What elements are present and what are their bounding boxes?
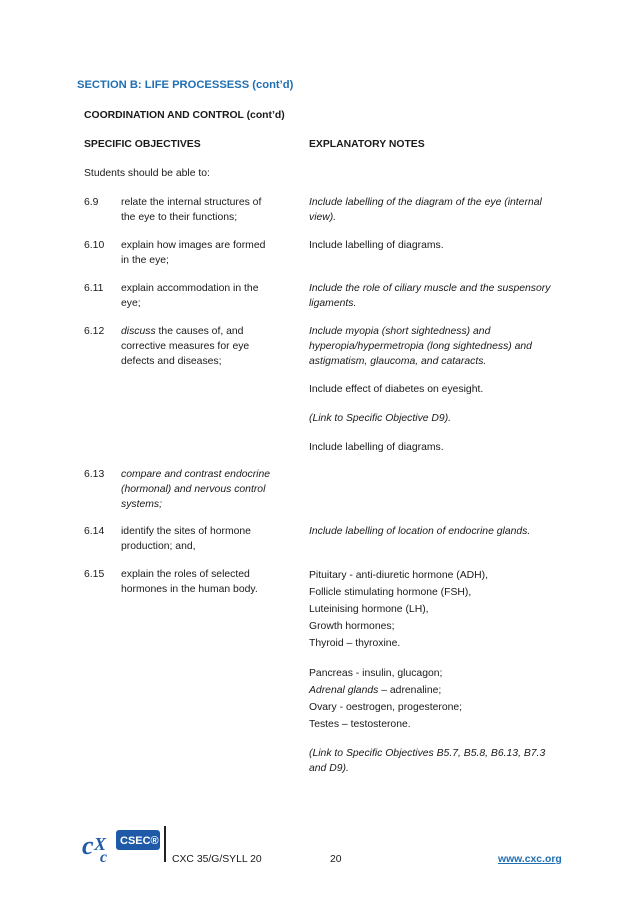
hormone-list: Pituitary - anti-diuretic hormone (ADH), Follicle stimulating hormone (FSH), Luteinising hormone (LH), Growth hormones; Thyroid – thyroxine. bbox=[309, 570, 489, 649]
explanatory-note: Include labelling of diagrams. bbox=[309, 240, 444, 251]
objective-number: 6.13 bbox=[84, 469, 105, 480]
objective-text: compare and contrast endocrine (hormonal) and nervous control systems; bbox=[121, 469, 271, 510]
objective-text: explain how images are formed in the eye; bbox=[121, 240, 266, 266]
link-note: (Link to Specific Objective D9). bbox=[309, 413, 452, 424]
hormone-list: Pancreas - insulin, glucagon; Adrenal glands – adrenaline; Ovary - oestrogen, progesterone; Testes – testosterone. bbox=[309, 668, 463, 730]
page-number: 20 bbox=[330, 854, 342, 865]
svg-text:c: c bbox=[100, 849, 108, 866]
website-link[interactable]: www.cxc.org bbox=[498, 854, 562, 865]
explanatory-note: Include myopia (short sightedness) and hyperopia/hypermetropia (long sightedness) and astigmatism, glaucoma, and cataracts. bbox=[309, 326, 532, 367]
objective-number: 6.10 bbox=[84, 240, 105, 251]
svg-text:c: c bbox=[82, 831, 94, 860]
intro-text: Students should be able to: bbox=[84, 168, 210, 179]
objective-number: 6.14 bbox=[84, 526, 105, 537]
explanatory-note: Include labelling of location of endocrine glands. bbox=[309, 526, 531, 537]
objective-number: 6.11 bbox=[84, 283, 104, 294]
svg-text:X: X bbox=[94, 834, 107, 854]
link-note: (Link to Specific Objectives B5.7, B5.8, B6.13, B7.3 and D9). bbox=[309, 748, 546, 774]
objective-text: relate the internal structures of the eye to their functions; bbox=[121, 197, 262, 223]
explanatory-note: Include effect of diabetes on eyesight. bbox=[309, 384, 484, 395]
subsection-title: COORDINATION AND CONTROL (cont’d) bbox=[84, 110, 285, 121]
specific-objectives-heading: SPECIFIC OBJECTIVES bbox=[84, 139, 201, 150]
syllabus-code: CXC 35/G/SYLL 20 bbox=[172, 854, 262, 865]
objective-number: 6.12 bbox=[84, 326, 105, 337]
objective-number: 6.15 bbox=[84, 569, 105, 580]
svg-text:CSEC®: CSEC® bbox=[120, 835, 159, 847]
explanatory-note: Include the role of ciliary muscle and the suspensory ligaments. bbox=[309, 283, 551, 309]
cxc-logo bbox=[80, 826, 164, 866]
explanatory-note: Include labelling of the diagram of the eye (internal view). bbox=[309, 197, 542, 223]
objective-text: explain the roles of selected hormones in the human body. bbox=[121, 569, 258, 595]
objective-text: identify the sites of hormone production; and, bbox=[121, 526, 251, 552]
section-title: SECTION B: LIFE PROCESSESS (cont’d) bbox=[77, 79, 294, 91]
objective-number: 6.9 bbox=[84, 197, 99, 208]
footer-divider bbox=[164, 826, 166, 862]
explanatory-notes-heading: EXPLANATORY NOTES bbox=[309, 139, 425, 150]
explanatory-note: Include labelling of diagrams. bbox=[309, 442, 444, 453]
objective-text: discuss the causes of, and corrective measures for eye defects and diseases; bbox=[121, 326, 250, 367]
objective-text: explain accommodation in the eye; bbox=[121, 283, 259, 309]
